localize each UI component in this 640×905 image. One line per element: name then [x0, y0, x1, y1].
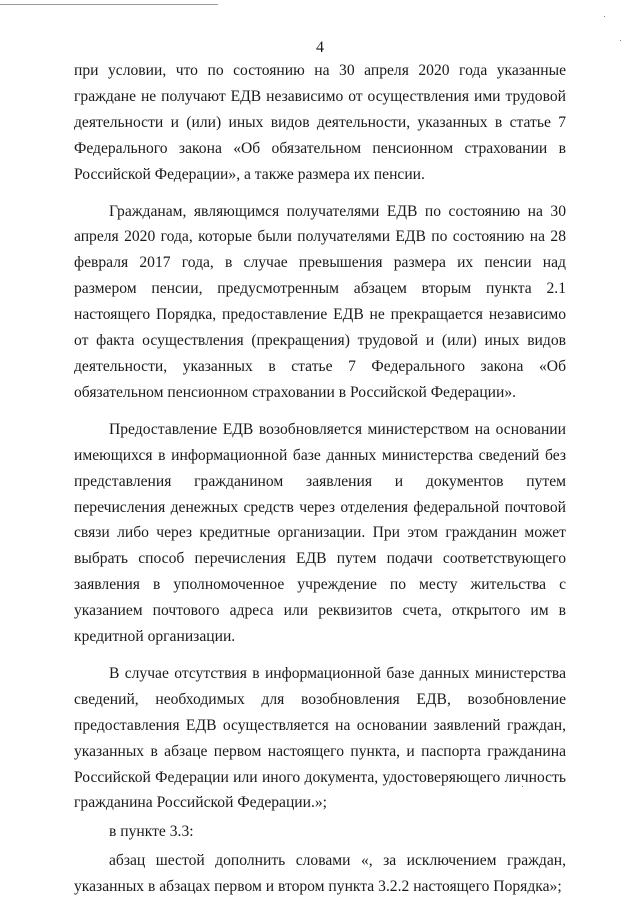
paragraph: Гражданам, являющимся получателями ЕДВ по состоянию на 30 апреля 2020 года, которые были получателями ЕДВ по состоянию на 28 февраля 2017 года, в случае превышения размера их пенсии над размером пенсии, предусмотренным абзацем вторым пункта 2.1 настоящего Порядка, предоставление ЕДВ не прекращается независимо от факта осуществления (прекращения) трудовой и (или) иных видов деятельности, указанных в статье 7 Федерального закона «Об обязательном пенсионном страховании в Российской Федерации». [74, 202, 566, 401]
scan-speck [620, 40, 621, 41]
page-number: 4 [316, 39, 324, 56]
paragraph: Предоставление ЕДВ возобновляется министерством на основании имеющихся в информационной базе данных министерства сведений без представления гражданином заявления и документов путем перечисления денежных средств через отделения федеральной почтовой связи либо через кредитные организации. При этом гражданин может выбрать способ перечисления ЕДВ путем подачи соответствующего заявления в уполномоченное учреждение по месту жительства с указанием почтового адреса или реквизитов счета, открытого им в кредитной организации. [74, 420, 566, 646]
header-rule [0, 4, 218, 5]
paragraph: при условии, что по состоянию на 30 апреля 2020 года указанные граждане не получают ЕДВ независимо от осуществления ими трудовой деятельности и (или) иных видов деятельности, указанных в статье 7 Федерального закона «Об обязательном пенсионном страховании в Российской Федерации», а также размера их пенсии. [74, 62, 566, 183]
paragraph: В случае отсутствия в информационной базе данных министерства сведений, необходимых для возобновления ЕДВ, возобновление предоставления ЕДВ осуществляется на основании заявлений граждан, указанных в абзаце первом настоящего пункта, и паспорта гражданина Российской Федерации или иного документа, удостоверяющего личность гражданина Российской Федерации.»; [74, 664, 566, 812]
document-body [74, 58, 566, 900]
paragraph: в пункте 3.3: [109, 823, 194, 841]
paragraph: абзац шестой дополнить словами «, за исключением граждан, указанных в абзацах первом и втором пункта 3.2.2 настоящего Порядка»; [74, 852, 566, 896]
scan-speck [522, 786, 523, 787]
scan-speck [604, 16, 605, 17]
